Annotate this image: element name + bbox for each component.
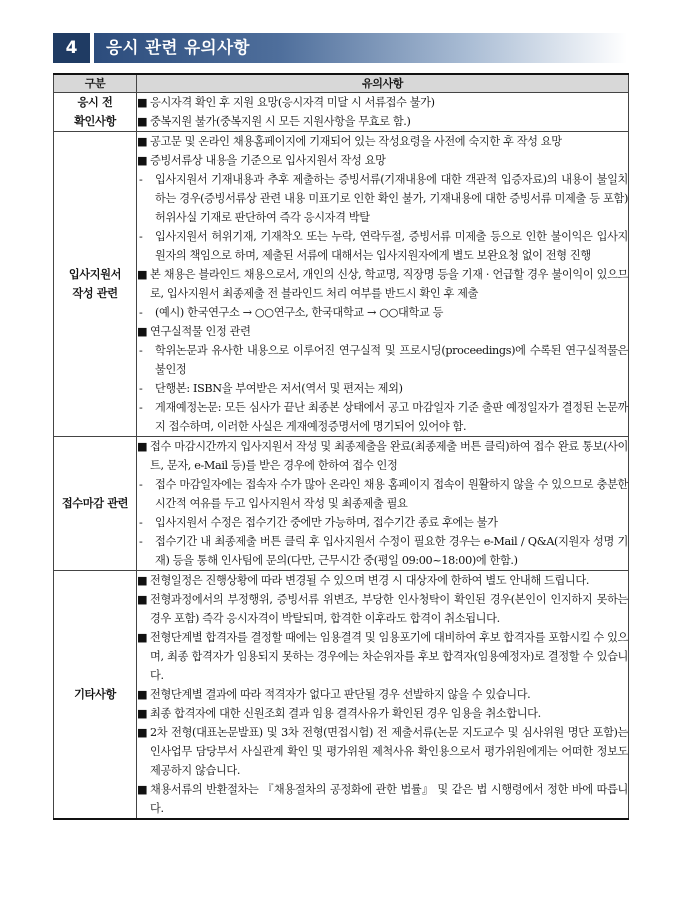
category-cell [54, 93, 137, 132]
bullet-item [137, 780, 628, 818]
item-text: 2차 전형(대표논문발표) 및 3차 전형(면접시험) 전 제출서류(논문 지도교수 및 심사위원 명단 포함)는 인사업무 담당부서 사실관계 확인 및 평가위원 제척사유 확인용으로서 평가위원에게는 어떠한 정보도 제공하지 않습니다. [150, 726, 628, 777]
item-text: 입사지원서 수정은 접수기간 중에만 가능하며, 접수기간 종료 후에는 불가 [155, 516, 498, 529]
sub-item [137, 170, 628, 227]
category-cell [54, 571, 137, 820]
item-text: 학위논문과 유사한 내용으로 이루어진 연구실적 및 프로시딩(proceedings)에 수록된 연구실적물은 불인정 [155, 344, 628, 376]
square-bullet-icon: ■ [137, 574, 148, 587]
square-bullet-icon: ■ [137, 96, 148, 109]
square-bullet-icon: ■ [137, 115, 148, 128]
section-title: 응시 관련 유의사항 [106, 38, 251, 57]
sub-item [137, 227, 628, 265]
item-text: 중복지원 불가(중복지원 시 모든 지원사항을 무효로 함.) [150, 115, 411, 128]
table-body [54, 93, 629, 820]
dash-marker-icon: - [139, 478, 143, 491]
bullet-item [137, 437, 628, 475]
square-bullet-icon: ■ [137, 783, 148, 796]
square-bullet-icon: ■ [137, 268, 148, 281]
notes-table [53, 73, 629, 820]
sub-item [137, 532, 628, 570]
category-label: 기타사항 [74, 688, 116, 701]
square-bullet-icon: ■ [137, 688, 148, 701]
header-notes: 유의사항 [137, 74, 629, 93]
dash-marker-icon: - [139, 382, 143, 395]
item-text: 접수 마감일자에는 접속자 수가 많아 온라인 채용 홈페이지 접속이 원활하지 않을 수 있으므로 충분한 시간적 여유를 두고 입사지원서 작성 및 최종제출 필요 [155, 478, 628, 510]
section-header [53, 33, 627, 63]
item-text: 접수 마감시간까지 입사지원서 작성 및 최종제출을 완료(최종제출 버튼 클릭)하여 접수 완료 통보(사이트, 문자, e-Mail 등)를 받은 경우에 한하여 접수 인정 [150, 440, 628, 472]
item-text: 입사지원서 허위기재, 기재착오 또는 누락, 연락두절, 증빙서류 미제출 등으로 인한 불이익은 입사지원자의 책임으로 하며, 제출된 서류에 대해서는 입사지원자에게 별도 보완요청 없이 전형 진행 [155, 230, 628, 262]
square-bullet-icon: ■ [137, 631, 148, 644]
dash-marker-icon: - [139, 401, 143, 414]
dash-marker-icon: - [139, 173, 143, 186]
category-label: 입사지원서 [68, 268, 122, 281]
bullet-item [137, 112, 628, 131]
dash-marker-icon: - [139, 230, 143, 243]
dash-marker-icon: - [139, 516, 143, 529]
bullet-item [137, 704, 628, 723]
sub-item [137, 475, 628, 513]
dash-marker-icon: - [139, 344, 143, 357]
bullet-item [137, 685, 628, 704]
table-row [54, 437, 629, 571]
item-text: 채용서류의 반환절차는 『채용절차의 공정화에 관한 법률』 및 같은 법 시행령에서 정한 바에 따릅니다. [150, 783, 628, 815]
notes-cell [137, 132, 629, 437]
table-row [54, 93, 629, 132]
square-bullet-icon: ■ [137, 593, 148, 606]
category-cell [54, 132, 137, 437]
item-text: 전형단계별 결과에 따라 적격자가 없다고 판단될 경우 선발하지 않을 수 있습니다. [150, 688, 531, 701]
dash-marker-icon: - [139, 306, 143, 319]
sub-item [137, 398, 628, 436]
item-text: (예시) 한국연구소 → ○○연구소, 한국대학교 → ○○대학교 등 [155, 306, 444, 319]
table-header-row [54, 74, 629, 93]
sub-item [137, 303, 628, 322]
section-number: 4 [53, 33, 90, 63]
square-bullet-icon: ■ [137, 726, 148, 739]
bullet-item [137, 723, 628, 780]
bullet-item [137, 132, 628, 151]
bullet-item [137, 628, 628, 685]
table-row [54, 132, 629, 437]
category-label: 확인사항 [74, 115, 116, 128]
notes-cell [137, 93, 629, 132]
notes-cell [137, 571, 629, 820]
sub-item [137, 379, 628, 398]
bullet-item [137, 322, 628, 341]
sub-item [137, 341, 628, 379]
sub-item [137, 513, 628, 532]
category-label: 작성 관련 [72, 287, 118, 300]
bullet-item [137, 590, 628, 628]
table-row [54, 571, 629, 820]
dash-marker-icon: - [139, 535, 143, 548]
bullet-item [137, 151, 628, 170]
item-text: 본 채용은 블라인드 채용으로서, 개인의 신상, 학교명, 직장명 등을 기재 · 언급할 경우 불이익이 있으므로, 입사지원서 최종제출 전 블라인드 처리 여부를 반드시 확인 후 제출 [150, 268, 628, 300]
item-text: 증빙서류상 내용을 기준으로 입사지원서 작성 요망 [150, 154, 386, 167]
item-text: 입사지원서 기재내용과 추후 제출하는 증빙서류(기재내용에 대한 객관적 입증자료)의 내용이 불일치하는 경우(증빙서류상 관련 내용 미표기로 인한 확인 불가, 기재내용에 대한 증빙서류 미제출 등 포함) 허위사실 기재로 판단하여 즉각 응시자격 박탈 [155, 173, 628, 224]
square-bullet-icon: ■ [137, 135, 148, 148]
item-text: 게재예정논문: 모든 심사가 끝난 최종본 상태에서 공고 마감일자 기준 출판 예정일자가 결정된 논문까지 접수하며, 이러한 사실은 게재예정증명서에 명기되어 있어야 함. [155, 401, 628, 433]
square-bullet-icon: ■ [137, 440, 148, 453]
item-text: 단행본: ISBN을 부여받은 저서(역서 및 편저는 제외) [155, 382, 403, 395]
bullet-item [137, 93, 628, 112]
square-bullet-icon: ■ [137, 707, 148, 720]
category-label: 응시 전 [77, 96, 113, 109]
item-text: 연구실적물 인정 관련 [150, 325, 251, 338]
item-text: 전형일정은 진행상황에 따라 변경될 수 있으며 변경 시 대상자에 한하여 별도 안내해 드립니다. [150, 574, 590, 587]
item-text: 공고문 및 온라인 채용홈페이지에 기재되어 있는 작성요령을 사전에 숙지한 후 작성 요망 [150, 135, 562, 148]
notes-cell [137, 437, 629, 571]
section-title-bar [94, 33, 627, 63]
square-bullet-icon: ■ [137, 325, 148, 338]
category-label: 접수마감 관련 [61, 497, 129, 510]
header-category: 구분 [54, 74, 137, 93]
square-bullet-icon: ■ [137, 154, 148, 167]
item-text: 최종 합격자에 대한 신원조회 결과 임용 결격사유가 확인된 경우 임용을 취소합니다. [150, 707, 541, 720]
item-text: 응시자격 확인 후 지원 요망(응시자격 미달 시 서류접수 불가) [150, 96, 435, 109]
item-text: 전형과정에서의 부정행위, 증빙서류 위변조, 부당한 인사청탁이 확인된 경우(본인이 인지하지 못하는 경우 포함) 즉각 응시자격이 박탈되며, 합격한 이후라도 합격이 취소됩니다. [150, 593, 628, 625]
item-text: 접수기간 내 최종제출 버튼 클릭 후 입사지원서 수정이 필요한 경우는 e-Mail / Q&A(지원자 성명 기재) 등을 통해 인사팀에 문의(다만, 근무시간 중(평일 09:00~18:00)에 한함.) [155, 535, 628, 567]
bullet-item [137, 265, 628, 303]
item-text: 전형단계별 합격자를 결정할 때에는 임용결격 및 임용포기에 대비하여 후보 합격자를 포함시킬 수 있으며, 최종 합격자가 임용되지 못하는 경우에는 차순위자를 후보 합격자(임용예정자)로 결정할 수 있습니다. [150, 631, 628, 682]
bullet-item [137, 571, 628, 590]
category-cell [54, 437, 137, 571]
